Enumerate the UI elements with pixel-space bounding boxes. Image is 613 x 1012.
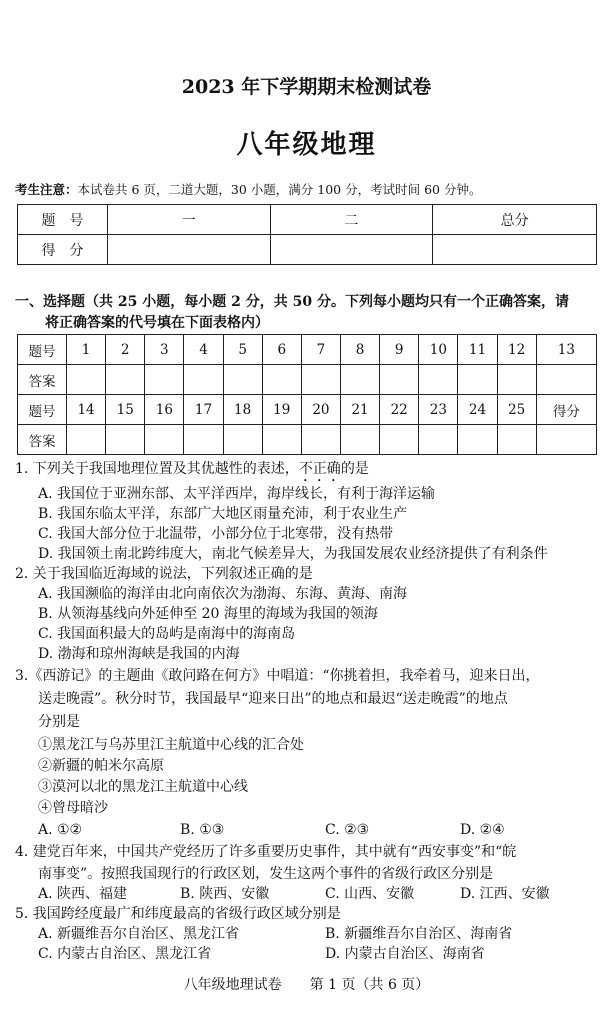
answer-entry-cell[interactable] — [184, 425, 223, 455]
question-5-stem: 5. 我国跨经度最广和纬度最高的省级行政区域分别是 — [15, 906, 341, 922]
question-3-stem-line1: 3.《西游记》的主题曲《敢问路在何方》中唱道：“你挑着担，我牵着马，迎来日出， — [15, 668, 540, 684]
answer-table-answer-row-1 — [18, 365, 597, 395]
score-cell-total: 总分 — [433, 205, 597, 235]
page-footer: 八年级地理试卷 第 1 页（共 6 页） — [183, 977, 430, 993]
score-entry[interactable] — [270, 235, 433, 265]
q5-option-d: D. 内蒙古自治区、海南省 — [325, 946, 485, 962]
question-number-cell: 23 — [419, 395, 458, 425]
question-2-stem: 2. 关于我国临近海域的说法，下列叙述正确的是 — [15, 566, 313, 582]
answer-entry-cell[interactable] — [497, 425, 536, 455]
answer-entry-cell[interactable] — [419, 425, 458, 455]
notice-text: 本试卷共 6 页，二道大题，30 小题，满分 100 分，考试时间 60 分钟。 — [77, 182, 482, 197]
answer-entry-cell[interactable] — [223, 365, 262, 395]
question-number-cell: 24 — [458, 395, 497, 425]
question-number-cell: 4 — [184, 335, 223, 365]
question-number-cell: 7 — [301, 335, 340, 365]
question-number-cell: 5 — [223, 335, 262, 365]
question-number-cell: 3 — [145, 335, 184, 365]
answer-table-qnum-row-1 — [18, 335, 597, 365]
q3-item-4: ④曾母暗沙 — [38, 800, 108, 816]
answer-entry-cell[interactable] — [497, 365, 536, 395]
answer-entry-cell[interactable] — [223, 425, 262, 455]
question-number-cell: 14 — [67, 395, 106, 425]
q1-stem-b: 的是 — [340, 461, 369, 477]
answer-entry-cell[interactable] — [340, 365, 379, 395]
score-cell-part1: 一 — [107, 205, 270, 235]
score-entry[interactable] — [107, 235, 270, 265]
question-1-stem — [15, 459, 605, 485]
answer-table-qnum-label: 题号 — [18, 395, 67, 425]
answer-entry-cell[interactable] — [145, 425, 184, 455]
answer-entry-cell[interactable] — [458, 425, 497, 455]
answer-entry-cell[interactable] — [262, 425, 301, 455]
section-1-heading — [15, 292, 605, 334]
q1-option-d: D. 我国领土南北跨纬度大，南北气候差异大，为我国发展农业经济提供了有利条件 — [38, 546, 548, 562]
answer-table-qnum-row-2 — [18, 395, 597, 425]
question-number-cell: 9 — [380, 335, 419, 365]
question-4-stem-line1: 4. 建党百年来，中国共产党经历了许多重要历史事件，其中就有“西安事变”和“皖 — [15, 844, 517, 860]
question-number-cell: 19 — [262, 395, 301, 425]
answer-entry-cell[interactable] — [536, 365, 596, 395]
q2-option-b: B. 从领海基线向外延伸至 20 海里的海域为我国的领海 — [38, 606, 378, 622]
answer-entry-cell[interactable] — [106, 425, 145, 455]
q1-stem-a: 1. 下列关于我国地理位置及其优越性的表述， — [15, 461, 299, 477]
section-1-line2: 将正确答案的代号填在下面表格内） — [45, 315, 269, 331]
score-cell-part2: 二 — [270, 205, 433, 235]
q5-option-c: C. 内蒙古自治区、黑龙江省 — [38, 946, 212, 962]
notice-label: 考生注意： — [15, 182, 78, 197]
question-3-stem-line3: 分别是 — [38, 714, 80, 730]
answer-entry-cell[interactable] — [67, 425, 106, 455]
answer-table-score-label: 得分 — [536, 395, 596, 425]
question-number-cell: 12 — [497, 335, 536, 365]
score-entry-cell[interactable] — [536, 425, 596, 455]
q3-option-c: C. ②③ — [325, 822, 370, 838]
q2-option-d: D. 渤海和琼州海峡是我国的内海 — [38, 646, 240, 662]
q1-option-b: B. 我国东临太平洋，东部广大地区雨量充沛，利于农业生产 — [38, 506, 408, 522]
answer-entry-cell[interactable] — [419, 365, 458, 395]
question-number-cell: 6 — [262, 335, 301, 365]
question-number-cell: 13 — [536, 335, 596, 365]
question-3-stem-line2: 送走晚霞”。秋分时节，我国最早“迎来日出”的地点和最迟“送走晚霞”的地点 — [38, 691, 508, 707]
q4-option-c: C. 山西、安徽 — [325, 886, 415, 902]
question-number-cell: 15 — [106, 395, 145, 425]
score-entry[interactable] — [433, 235, 597, 265]
q1-option-c: C. 我国大部分位于北温带，小部分位于北寒带，没有热带 — [38, 526, 394, 542]
answer-entry-cell[interactable] — [184, 365, 223, 395]
question-number-cell: 22 — [380, 395, 419, 425]
q4-option-b: B. 陕西、安徽 — [180, 886, 270, 902]
answer-entry-cell[interactable] — [458, 365, 497, 395]
question-number-cell: 17 — [184, 395, 223, 425]
answer-table-answer-row-2 — [18, 425, 597, 455]
q3-option-d: D. ②④ — [460, 822, 505, 838]
answer-table — [17, 334, 597, 455]
q3-item-2: ②新疆的帕米尔高原 — [38, 758, 164, 774]
question-number-cell: 20 — [301, 395, 340, 425]
answer-entry-cell[interactable] — [380, 425, 419, 455]
question-number-cell: 1 — [67, 335, 106, 365]
score-table-header-row — [18, 205, 597, 235]
question-number-cell: 21 — [340, 395, 379, 425]
q2-option-a: A. 我国濒临的海洋由北向南依次为渤海、东海、黄海、南海 — [38, 586, 408, 602]
question-number-cell: 16 — [145, 395, 184, 425]
question-4-stem-line2: 南事变”。按照我国现行的行政区划，发生这两个事件的省级行政区分别是 — [38, 866, 494, 882]
answer-table-answer-label: 答案 — [18, 425, 67, 455]
score-cell-label: 题 号 — [18, 205, 108, 235]
score-table-score-row — [18, 235, 597, 265]
section-1-line1: 一、选择题（共 25 小题，每小题 2 分，共 50 分。下列每小题均只有一个正确答案，请 — [15, 294, 569, 310]
answer-table-qnum-label: 题号 — [18, 335, 67, 365]
q3-option-a: A. ①② — [38, 822, 83, 838]
q4-option-a: A. 陕西、福建 — [38, 886, 128, 902]
q4-option-d: D. 江西、安徽 — [460, 886, 550, 902]
exam-notice — [15, 180, 481, 198]
answer-entry-cell[interactable] — [301, 425, 340, 455]
question-number-cell: 2 — [106, 335, 145, 365]
answer-entry-cell[interactable] — [262, 365, 301, 395]
question-number-cell: 25 — [497, 395, 536, 425]
answer-entry-cell[interactable] — [340, 425, 379, 455]
q1-stem-emphasis: 不正确 — [298, 461, 341, 477]
question-number-cell: 8 — [340, 335, 379, 365]
subject-title: 八年级地理 — [236, 130, 377, 160]
score-row-label: 得 分 — [18, 235, 108, 265]
q3-option-b: B. ①③ — [180, 822, 225, 838]
question-number-cell: 11 — [458, 335, 497, 365]
question-number-cell: 10 — [419, 335, 458, 365]
answer-entry-cell[interactable] — [301, 365, 340, 395]
score-table — [17, 204, 597, 265]
exam-title: 2023 年下学期期末检测试卷 — [181, 76, 432, 98]
answer-table-answer-label: 答案 — [18, 365, 67, 395]
answer-entry-cell[interactable] — [145, 365, 184, 395]
q2-option-c: C. 我国面积最大的岛屿是南海中的海南岛 — [38, 626, 296, 642]
q5-option-a: A. 新疆维吾尔自治区、黑龙江省 — [38, 926, 240, 942]
answer-entry-cell[interactable] — [106, 365, 145, 395]
answer-entry-cell[interactable] — [67, 365, 106, 395]
q3-item-3: ③漠河以北的黑龙江主航道中心线 — [38, 779, 248, 795]
question-number-cell: 18 — [223, 395, 262, 425]
q3-item-1: ①黑龙江与乌苏里江主航道中心线的汇合处 — [38, 737, 304, 753]
q1-option-a: A. 我国位于亚洲东部、太平洋西岸，海岸线长，有利于海洋运输 — [38, 486, 436, 502]
answer-entry-cell[interactable] — [380, 365, 419, 395]
q5-option-b: B. 新疆维吾尔自治区、海南省 — [325, 926, 513, 942]
